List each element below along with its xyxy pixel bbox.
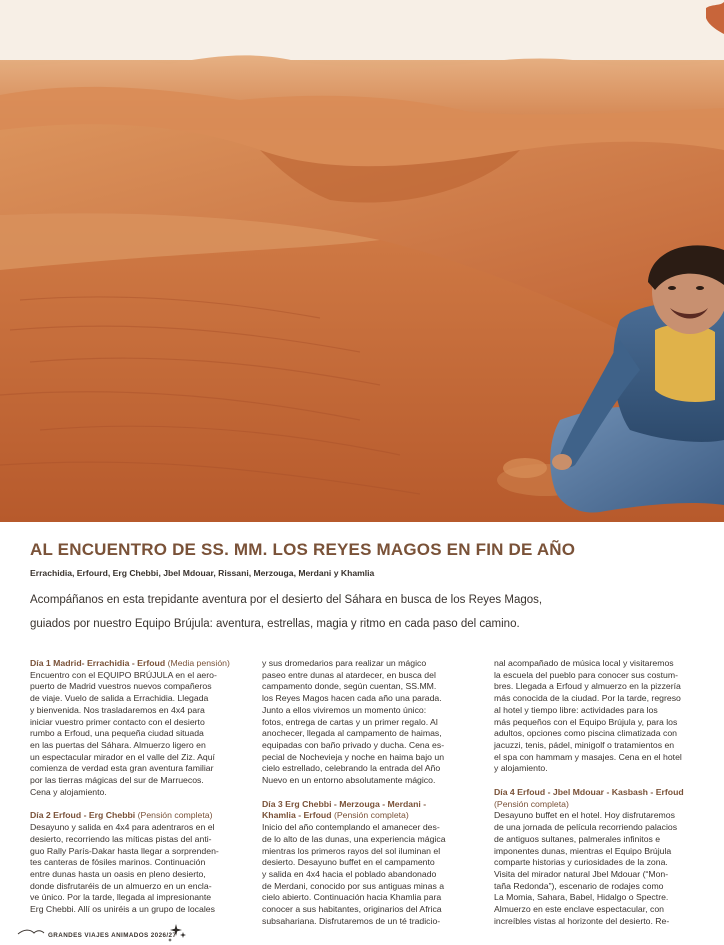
text-line: el spa con hammam y masajes. Cena en el hotel xyxy=(494,751,682,762)
text-line: Cena y alojamiento. xyxy=(30,786,107,797)
text-line: jacuzzi, tenis, pádel, minigolf o tratamientos en xyxy=(494,739,675,750)
day-title: Día 4 Erfoud - Jbel Mdouar - Kasbash - Erfoud xyxy=(494,787,684,798)
board-type: (Pensión completa) xyxy=(137,810,213,821)
places-list: Errachidia, Erfourd, Erg Chebbi, Jbel Mdouar, Rissani, Merzouga, Merdani y Khamlia xyxy=(30,568,375,578)
text-line: increíbles vistas al horizonte del desierto. Re- xyxy=(494,915,670,926)
day-heading xyxy=(494,787,712,799)
text-line: conocer a sus habitantes, originarios del Africa xyxy=(262,904,442,915)
text-line: comienza de verdad esta gran aventura familiar xyxy=(30,763,214,774)
footer-text: GRANDES VIAJES ANIMADOS 2026/27 xyxy=(48,932,177,939)
text-line: Nuevo en un entorno absolutamente mágico. xyxy=(262,775,436,786)
itinerary-column-1 xyxy=(30,658,250,916)
intro-line-1: Acompáñanos en esta trepidante aventura por el desierto del Sáhara en busca de los Reyes Magos, xyxy=(30,594,543,606)
text-line: Encuentro con el EQUIPO BRÚJULA en el aero- xyxy=(30,669,217,680)
text-line: y salida en 4x4 hacia el poblado abandonado xyxy=(262,868,437,879)
text-line: de lo alto de las dunas, una experiencia mágica xyxy=(262,833,446,844)
page-title: AL ENCUENTRO DE SS. MM. LOS REYES MAGOS EN FIN DE AÑO xyxy=(30,540,576,559)
text-line: de Merdani, conocido por sus antiguas minas a xyxy=(262,880,445,891)
text-line: Junto a ellos viviremos un momento único: xyxy=(262,704,427,715)
day-title: Día 1 Madrid- Errachidia - Erfoud xyxy=(30,658,166,668)
text-line: un espectacular mirador en el valle del Ziz. Aquí xyxy=(30,751,215,762)
text-line: paseo entre dunas al atardecer, en busca del xyxy=(262,669,436,680)
text-line: los Reyes Magos hacen cada año una parada. xyxy=(262,693,442,704)
text-line: La Momia, Sahara, Babel, Hidalgo o Spectre. xyxy=(494,892,669,903)
paragraph-gap xyxy=(30,798,250,810)
text-line: ve único. Por la tarde, llegada al impresionante xyxy=(30,892,212,903)
text-line: fotos, entrega de cartas y un primer regalo. Al xyxy=(262,716,438,727)
text-line: y bienvenida. Nos trasladaremos en 4x4 para xyxy=(30,704,205,715)
text-line: tes canteras de fósiles marinos. Continuación xyxy=(30,857,206,868)
text-line: desierto. Desayuno buffet en el campamento xyxy=(262,857,435,868)
text-line: entre dunas hasta un oasis en pleno desierto, xyxy=(30,868,206,879)
text-line: guo Rally París-Dakar hasta llegar a sorprenden- xyxy=(30,845,219,856)
day-heading xyxy=(30,810,250,822)
text-line: rumbo a Erfoud, una pequeña ciudad situada xyxy=(30,728,204,739)
text-line: la escuela del pueblo para conocer sus costum- xyxy=(494,669,678,680)
day-heading xyxy=(262,799,484,811)
text-line: y alojamiento. xyxy=(494,763,548,774)
board-type: (Pensión completa) xyxy=(494,798,569,809)
dune-line-icon xyxy=(18,930,44,934)
text-line: iniciar vuestro primer contacto con el desierto xyxy=(30,716,205,727)
text-line: cielo estrellado, celebrando la entrada del Año xyxy=(262,763,441,774)
text-line: Visita del mirador natural Jbel Mdouar (“Mon- xyxy=(494,868,669,879)
board-type: (Pensión completa) xyxy=(333,810,409,821)
text-line: al hotel y tiempo libre: actividades para los xyxy=(494,704,658,715)
text-line: y sus dromedarios para realizar un mágico xyxy=(262,658,427,668)
board-type: (Media pensión) xyxy=(167,658,230,668)
intro-paragraph xyxy=(30,588,690,636)
day-heading xyxy=(262,810,484,822)
text-line: nal acompañado de música local y visitaremos xyxy=(494,658,674,668)
text-line: cielo abierto. Continuación hacia Khamlia para xyxy=(262,892,442,903)
text-line: más conocida de la ciudad. Por la tarde, regreso xyxy=(494,693,681,704)
itinerary-column-2 xyxy=(262,658,484,927)
paragraph-gap xyxy=(262,787,484,799)
itinerary-column-3 xyxy=(494,658,712,927)
text-line: Almuerzo en este enclave espectacular, con xyxy=(494,904,664,915)
text-line: de antiguos sultanes, palmerales infinitos e xyxy=(494,833,661,844)
text-line: comparte historias y curiosidades de la zona. xyxy=(494,857,668,868)
text-line: adultos, opciones como piscina climatizada con xyxy=(494,728,678,739)
day-title: Día 3 Erg Chebbi - Merzouga - Merdani - xyxy=(262,798,427,809)
text-line: en las puertas del Sáhara. Almuerzo ligero en xyxy=(30,739,206,750)
text-line: donde disfrutaréis de un almuerzo en un encla- xyxy=(30,880,212,891)
text-line: Desayuno y salida en 4x4 para adentraros en el xyxy=(30,822,215,833)
text-line: Desayuno buffet en el hotel. Hoy disfrutaremos xyxy=(494,810,675,821)
text-line: equipadas con baño privado y ducha. Cena es- xyxy=(262,739,445,750)
day-heading xyxy=(494,799,712,811)
text-line: subsahariana. Disfrutaremos de un té tradicio- xyxy=(262,915,441,926)
text-line: puerto de Madrid vuestros nuevos compañeros xyxy=(30,681,212,692)
text-line: bres. Llegada a Erfoud y almuerzo en la pizzería xyxy=(494,681,681,692)
text-line: Inicio del año contemplando el amanecer des- xyxy=(262,822,440,833)
text-line: anochecer, llegada al campamento de haimas, xyxy=(262,728,442,739)
text-line: imponentes dunas, mientras el Equipo Brújula xyxy=(494,845,672,856)
text-line: mientras los primeros rayos del sol iluminan el xyxy=(262,845,441,856)
intro-line-2: guiados por nuestro Equipo Brújula: aventura, estrellas, magia y ritmo en cada paso del camino. xyxy=(30,618,520,630)
text-line: por las tierras mágicas del sur de Marruecos. xyxy=(30,775,204,786)
text-line: de una jornada de película recorriendo palacios xyxy=(494,822,678,833)
text-line: campamento donde, según cuentan, SS.MM. xyxy=(262,681,437,692)
text-line: más pequeños con el Equipo Brújula y, para los xyxy=(494,716,678,727)
paragraph-gap xyxy=(494,775,712,787)
text-line: de viaje. Vuelo de salida a Errachidia. Llegada xyxy=(30,693,209,704)
day-title: Khamlia - Erfoud xyxy=(262,810,332,821)
day-heading xyxy=(30,658,250,670)
day-title: Día 2 Erfoud - Erg Chebbi xyxy=(30,810,136,821)
text-line: desierto, recorriendo las míticas pistas del anti- xyxy=(30,833,212,844)
text-line: taña Redonda”), escenario de rodajes como xyxy=(494,880,664,891)
text-line: Erg Chebbi. Allí os uniréis a un grupo de locales xyxy=(30,904,215,915)
text-line: pecial de Nochevieja y noche en haima bajo un xyxy=(262,751,445,762)
